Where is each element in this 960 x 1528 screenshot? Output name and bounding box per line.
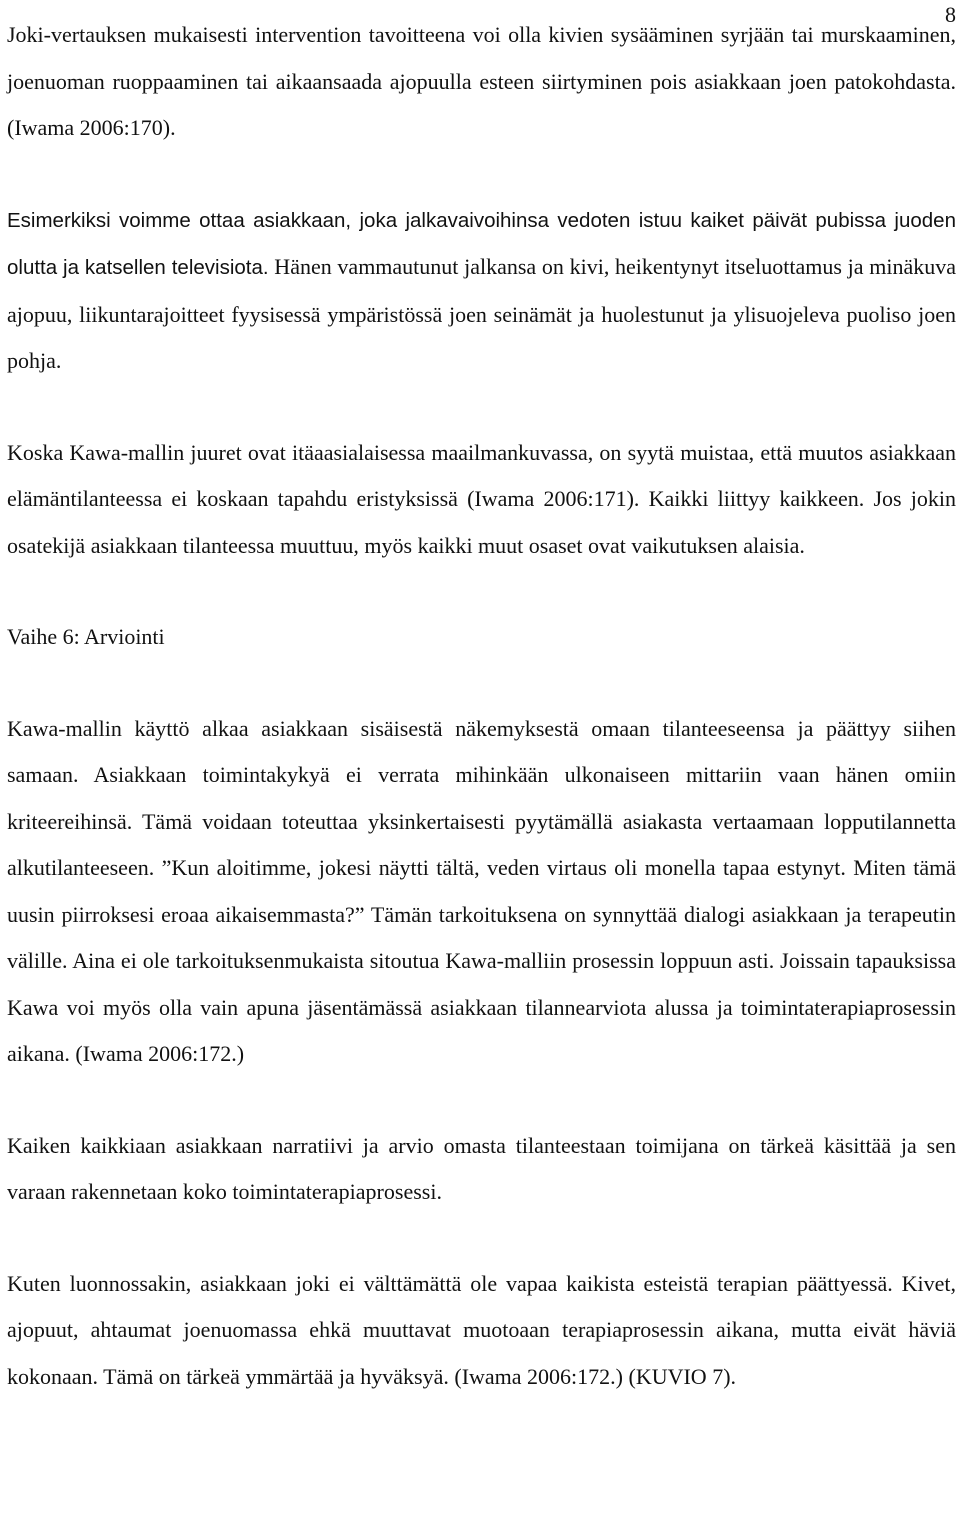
paragraph-example <box>7 197 956 385</box>
paragraph-example-lead: Esimerkiksi voimme ottaa asiakkaan, joka jalkavaivoihinsa vedoten istuu kaiket päivät pubissa juoden olutta ja katsellen televisiota. <box>7 208 956 279</box>
paragraph-conclusion: Kuten luonnossakin, asiakkaan joki ei välttämättä ole vapaa kaikista esteistä terapian päättyessä. Kivet, ajopuut, ahtaumat joenuomassa ehkä muuttavat muotoaan terapiaprosessin aikana, mutta eivät häviä kokonaan. Tämä on tärkeä ymmärtää ja hyväksyä. (Iwama 2006:172.) (KUVIO 7). <box>7 1270 956 1389</box>
paragraph-evaluation: Kawa-mallin käyttö alkaa asiakkaan sisäisestä näkemyksestä omaan tilanteeseensa ja päättyy siihen samaan. Asiakkaan toimintakykyä ei verrata mihinkään ulkonaiseen mittariin vaan hänen omiin kriteereihinsä. Tämä voidaan toteuttaa yksinkertaisesti pyytämällä asiakasta vertaamaan lopputilannetta alkutilanteeseen. ”Kun aloitimme, jokesi näytti tältä, veden virtaus oli monella tapaa estynyt. Miten tämä uusin piirroksesi eroaa aikaisemmasta?” Tämän tarkoituksena on synnyttää dialogi asiakkaan ja terapeutin välille. Aina ei ole tarkoituksenmukaista sitoutua Kawa-malliin prosessin loppuun asti. Joissain tapauksissa Kawa voi myös olla vain apuna jäsentämässä asiakkaan tilannearviota alussa ja toimintaterapiaprosessin aikana. (Iwama 2006:172.) <box>7 715 956 1066</box>
paragraph-intervention: Joki-vertauksen mukaisesti intervention tavoitteena voi olla kivien sysääminen syrjään tai murskaaminen, joenuoman ruoppaaminen tai aikaansaada ajopuulla esteen siirtyminen pois asiakkaan joen patokohdasta. (Iwama 2006:170). <box>7 22 956 140</box>
page-number: 8 <box>945 2 956 27</box>
paragraph-example-rest: Hänen vammautunut jalkansa on kivi, heikentynyt itseluottamus ja minäkuva ajopuu, liikuntarajoitteet fyysisessä ympäristössä joen seinämät ja huolestunut ja ylisuojeleva puoliso joen pohja. <box>7 254 956 373</box>
section-heading: Vaihe 6: Arviointi <box>7 624 165 649</box>
paragraph-kawa-roots: Koska Kawa-mallin juuret ovat itäaasialaisessa maailmankuvassa, on syytä muistaa, että muutos asiakkaan elämäntilanteessa ei koskaan tapahdu eristyksissä (Iwama 2006:171). Kaikki liittyy kaikkeen. Jos jokin osatekijä asiakkaan tilanteessa muuttuu, myös kaikki muut osaset ovat vaikutuksen alaisia. <box>7 439 956 558</box>
paragraph-narrative: Kaiken kaikkiaan asiakkaan narratiivi ja arvio omasta tilanteestaan toimijana on tärkeä käsittää ja sen varaan rakennetaan koko toimintaterapiaprosessi. <box>7 1132 956 1204</box>
